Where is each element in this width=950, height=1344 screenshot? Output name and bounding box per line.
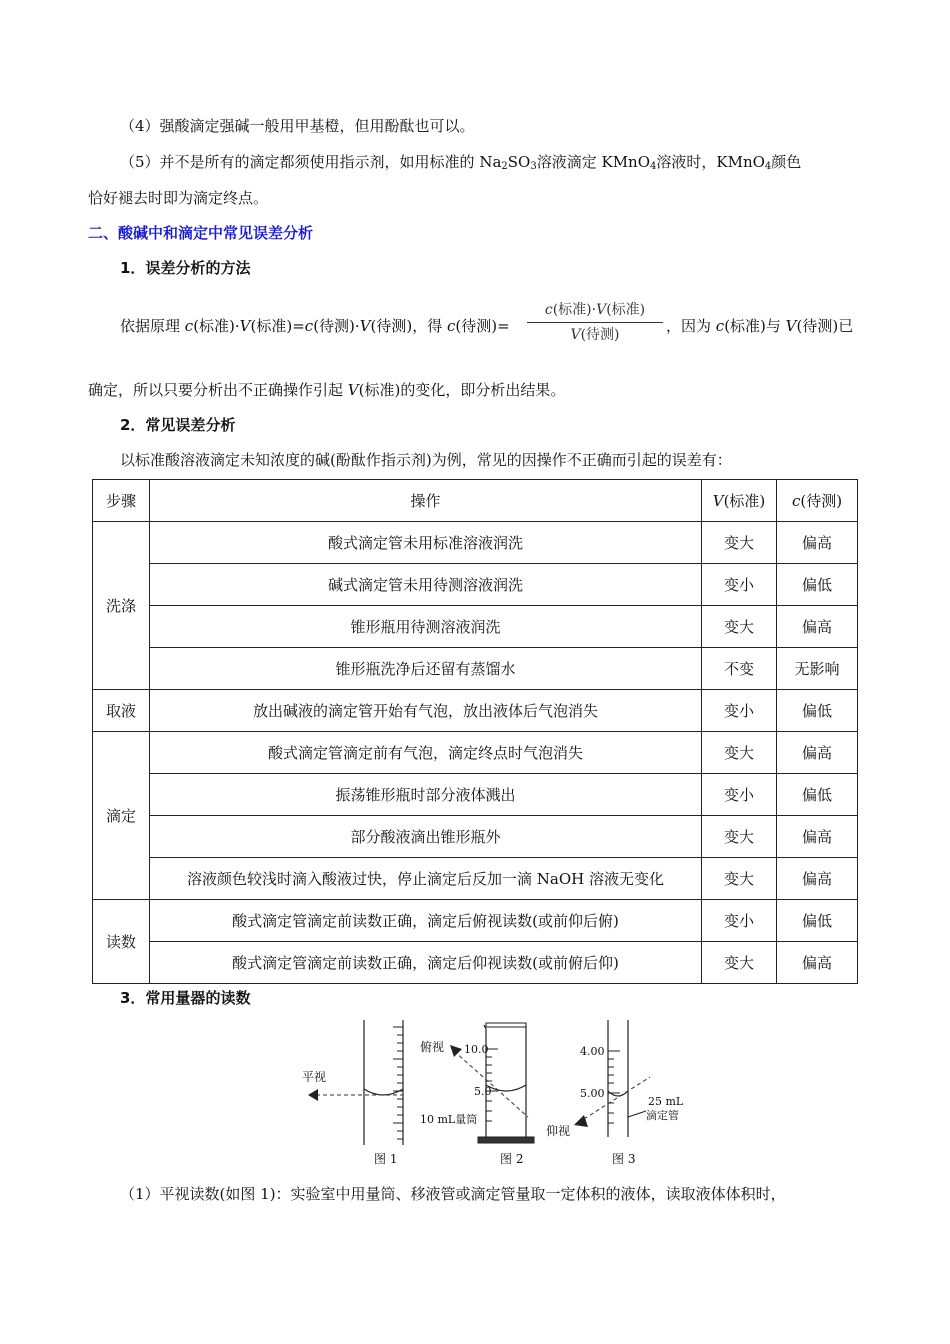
fig2-name: 10 mL量筒 (420, 1113, 478, 1126)
header-v (702, 480, 777, 522)
c-cell: 偏高 (777, 732, 858, 774)
table-row (93, 606, 858, 648)
var-c: c (304, 317, 314, 335)
table-row (93, 900, 858, 942)
v-cell: 变小 (702, 690, 777, 732)
c-cell: 偏高 (777, 522, 858, 564)
v-cell: 变小 (702, 774, 777, 816)
fig1-caption: 图 1 (374, 1152, 398, 1166)
table-row (93, 942, 858, 984)
c-cell: 偏高 (777, 858, 858, 900)
c-cell: 偏高 (777, 606, 858, 648)
var-c: c (184, 317, 194, 335)
principle-line2-a: 确定，所以只要分析出不正确操作引起 (88, 381, 348, 399)
operation-cell: 酸式滴定管未用标准溶液润洗 (150, 522, 702, 564)
fig2-base (478, 1137, 534, 1143)
subsection-1-title: 1．误差分析的方法 (120, 259, 251, 277)
header-operation: 操作 (150, 480, 702, 522)
fig2-sight-line (454, 1051, 528, 1117)
var-v: V (712, 492, 724, 510)
var-v: V (570, 327, 581, 343)
principle-t4: (待测)，得 (370, 317, 448, 335)
c-cell: 偏高 (777, 816, 858, 858)
operation-cell: 酸式滴定管滴定前读数正确，滴定后仰视读数(或前俯后仰) (150, 942, 702, 984)
principle-post (666, 315, 853, 337)
c-cell: 偏高 (777, 942, 858, 984)
c-cell: 无影响 (777, 648, 858, 690)
v-cell: 变小 (702, 900, 777, 942)
fig2-wall-left (484, 1025, 486, 1137)
fig2-caption: 图 2 (500, 1152, 524, 1166)
figure-3 (546, 1020, 684, 1166)
fig3-tick-mid: 5.00 (580, 1087, 605, 1100)
num-text-a: (标准)· (552, 302, 597, 318)
eye-icon (450, 1045, 462, 1057)
v-cell: 变大 (702, 522, 777, 564)
table-row (93, 816, 858, 858)
principle-t3: (待测)· (313, 317, 360, 335)
table-intro: 以标准酸溶液滴定未知浓度的碱(酚酞作指示剂)为例，常见的因操作不正确而引起的误差有： (120, 451, 732, 469)
fig2-tick-mid: 5.0 (474, 1085, 492, 1098)
operation-cell: 锥形瓶洗净后还留有蒸馏水 (150, 648, 702, 690)
num-text-b: (标准) (606, 302, 646, 318)
fig3-ticks (608, 1051, 620, 1123)
step-cell: 洗涤 (93, 522, 150, 690)
fig2-tick-top: 10.0 (464, 1043, 489, 1056)
header-v-text: (标准) (723, 492, 766, 510)
header-step: 步骤 (93, 480, 150, 522)
var-v: V (347, 381, 359, 399)
fraction-numerator (527, 300, 663, 320)
fig1-meniscus (364, 1089, 403, 1095)
var-c: c (791, 492, 801, 510)
eye-icon (308, 1089, 318, 1101)
var-v: V (596, 302, 607, 318)
subscript: 4 (764, 161, 772, 172)
fraction-bar (527, 322, 663, 323)
c-cell: 偏低 (777, 690, 858, 732)
principle-post-c: (待测)已 (796, 317, 854, 335)
header-c-text: (待测) (800, 492, 843, 510)
table-row (93, 522, 858, 564)
fig1-label: 平视 (302, 1070, 327, 1084)
fig2-label: 俯视 (420, 1040, 445, 1054)
operation-cell: 碱式滴定管未用待测溶液润洗 (150, 564, 702, 606)
note-5-text-d: 溶液时，KMnO (656, 153, 765, 171)
principle-pre: 依据原理 (120, 317, 185, 335)
fig2-rim (486, 1023, 526, 1027)
principle-t2: (标准)= (250, 317, 305, 335)
operation-cell: 锥形瓶用待测溶液润洗 (150, 606, 702, 648)
operation-cell: 放出碱液的滴定管开始有气泡，放出液体后气泡消失 (150, 690, 702, 732)
operation-cell: 部分酸液滴出锥形瓶外 (150, 816, 702, 858)
figure-2 (420, 1023, 534, 1166)
note-5 (120, 151, 801, 173)
table-row (93, 774, 858, 816)
v-cell: 变大 (702, 858, 777, 900)
note-5-text-b: SO (507, 153, 531, 171)
v-cell: 变大 (702, 732, 777, 774)
subsection-3-title: 3．常用量器的读数 (120, 989, 251, 1007)
reading-figure (290, 1015, 710, 1173)
note-5-line2: 恰好褪去时即为滴定终点。 (88, 189, 269, 207)
v-cell: 变大 (702, 816, 777, 858)
table-row (93, 648, 858, 690)
section-title: 二、酸碱中和滴定中常见误差分析 (88, 224, 314, 242)
note-5-text-e: 颜色 (771, 153, 802, 171)
table-row (93, 858, 858, 900)
operation-cell: 酸式滴定管滴定前读数正确，滴定后俯视读数(或前仰后俯) (150, 900, 702, 942)
principle-t1: (标准)· (193, 317, 240, 335)
step-cell: 滴定 (93, 732, 150, 900)
var-v: V (785, 317, 797, 335)
step-cell: 取液 (93, 690, 150, 732)
c-cell: 偏低 (777, 564, 858, 606)
var-c: c (544, 302, 553, 318)
principle-post-b: (标准)与 (724, 317, 786, 335)
fig2-meniscus (486, 1085, 526, 1091)
note-5-text-c: 溶液滴定 KMnO (536, 153, 651, 171)
fig3-name-1: 25 mL (648, 1095, 684, 1108)
var-v: V (359, 317, 371, 335)
figure-1 (302, 1020, 403, 1166)
fig3-label: 仰视 (546, 1124, 571, 1138)
reading-para-1: （1）平视读数(如图 1)：实验室中用量筒、移液管或滴定管量取一定体积的液体，读取液体体积时， (120, 1185, 786, 1203)
operation-cell: 酸式滴定管滴定前有气泡，滴定终点时气泡消失 (150, 732, 702, 774)
subscript: 2 (501, 161, 508, 172)
v-cell: 不变 (702, 648, 777, 690)
note-5-text-a: （5）并不是所有的滴定都须使用指示剂，如用标准的 Na (120, 153, 502, 171)
principle-text (120, 315, 510, 337)
note-4: （4）强酸滴定强碱一般用甲基橙，但用酚酞也可以。 (120, 117, 475, 135)
v-cell: 变大 (702, 606, 777, 648)
eye-icon (574, 1115, 588, 1127)
fig3-caption: 图 3 (612, 1152, 636, 1166)
c-cell: 偏低 (777, 774, 858, 816)
c-cell: 偏低 (777, 900, 858, 942)
var-c: c (715, 317, 725, 335)
principle-line2 (88, 379, 565, 401)
table-row (93, 732, 858, 774)
operation-cell: 振荡锥形瓶时部分液体溅出 (150, 774, 702, 816)
v-cell: 变大 (702, 942, 777, 984)
fig1-ticks (393, 1027, 403, 1139)
step-cell: 读数 (93, 900, 150, 984)
principle-post-a: ，因为 (666, 317, 716, 335)
fig3-name-2: 滴定管 (646, 1109, 679, 1122)
fig3-tick-top: 4.00 (580, 1045, 605, 1058)
subscript: 4 (650, 161, 657, 172)
fig3-pointer (628, 1111, 646, 1117)
principle-t5: (待测)= (455, 317, 510, 335)
subsection-2-title: 2．常见误差分析 (120, 416, 236, 434)
den-text: (待测) (580, 327, 620, 343)
table-row (93, 690, 858, 732)
var-v: V (239, 317, 251, 335)
subscript: 3 (530, 161, 537, 172)
var-c: c (447, 317, 456, 335)
table-header-row (93, 480, 858, 522)
fraction (527, 300, 663, 345)
error-analysis-table (92, 479, 858, 984)
principle-line2-b: (标准)的变化，即分析出结果。 (358, 381, 566, 399)
fraction-denominator (527, 325, 663, 345)
v-cell: 变小 (702, 564, 777, 606)
header-c (777, 480, 858, 522)
table-row (93, 564, 858, 606)
operation-cell: 溶液颜色较浅时滴入酸液过快，停止滴定后反加一滴 NaOH 溶液无变化 (150, 858, 702, 900)
